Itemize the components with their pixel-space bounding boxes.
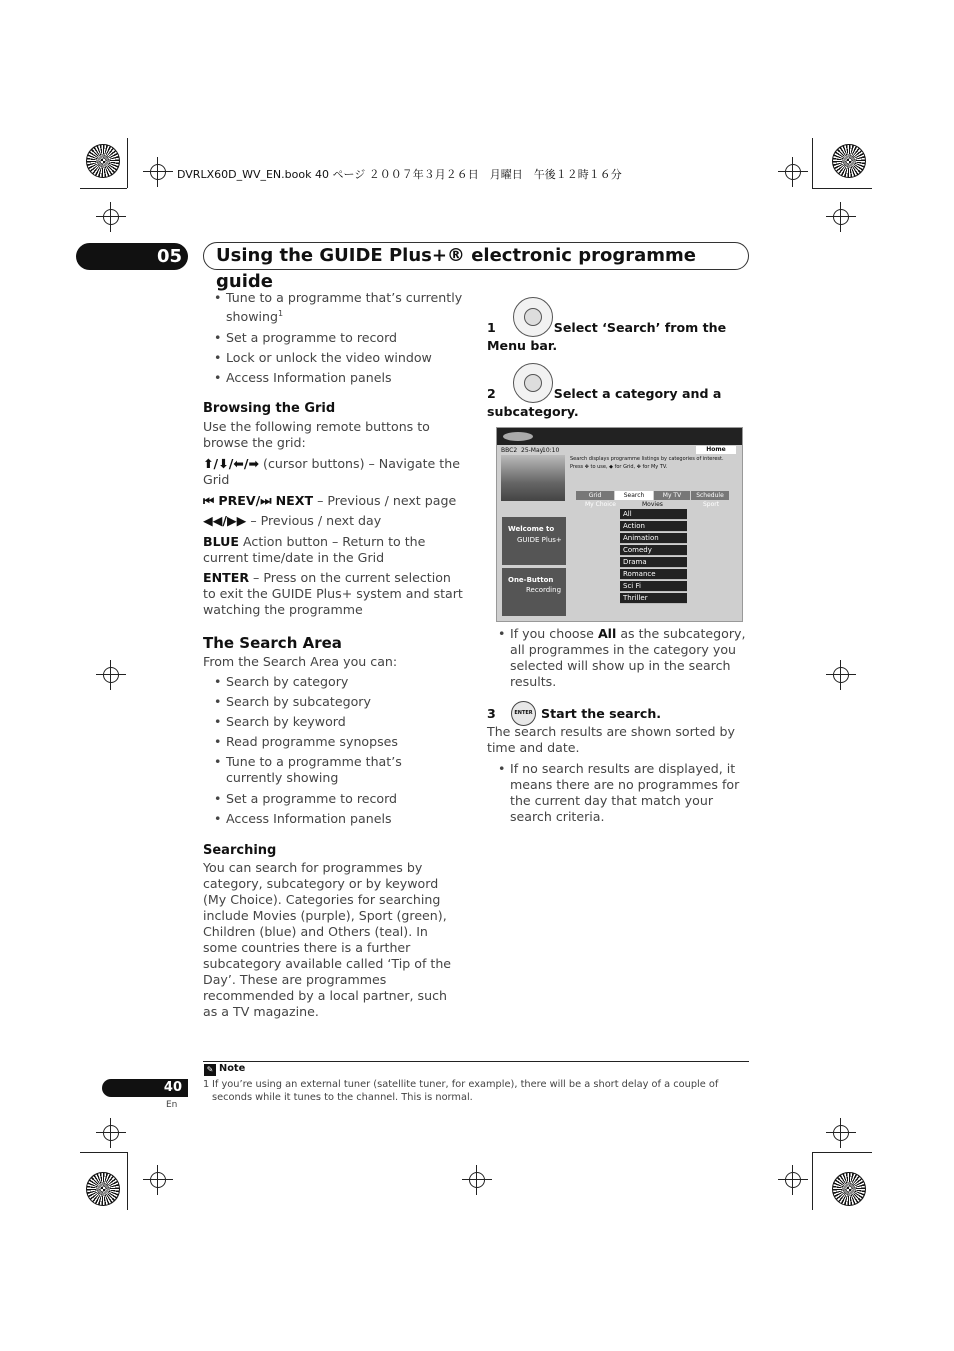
crop-line (80, 1152, 127, 1153)
registration-mark (96, 1118, 126, 1148)
screen-top-bar (497, 428, 742, 445)
crop-line (80, 188, 127, 189)
list-item: • Search by keyword (226, 714, 466, 730)
video-window (501, 455, 565, 501)
screen-tab-mytv: My TV (654, 491, 690, 500)
screen-sub-left: My Choice (585, 501, 616, 508)
registration-mark (826, 1118, 856, 1148)
page-language: En (166, 1100, 178, 1110)
list-item: • Access Information panels (226, 370, 466, 386)
search-area-heading: The Search Area (203, 634, 342, 652)
next-icon: ⏭ (260, 493, 272, 508)
screen-category-item: Sci Fi (620, 581, 687, 592)
registration-mark (96, 660, 126, 690)
list-item: • Lock or unlock the video window (226, 350, 466, 366)
registration-mark (778, 1165, 808, 1195)
step-3: 3 (487, 706, 496, 721)
search-area-intro: From the Search Area you can: (203, 654, 398, 669)
list-item: • If you choose All as the subcategory, all programmes in the category you selected will show up in the search results. (510, 626, 748, 690)
guide-plus-logo (503, 432, 533, 441)
chapter-number-badge: 05 (76, 243, 188, 270)
note-icon: ✎ (204, 1064, 216, 1076)
browsing-heading: Browsing the Grid (203, 401, 336, 416)
step-1: 1 Select ‘Search’ from the Menu bar. (487, 320, 727, 353)
screen-panel-welcome: Welcome to GUIDE Plus+ (502, 517, 566, 565)
crop-line (812, 138, 813, 188)
prev-icon: ⏮ (203, 493, 215, 508)
screen-category-item: Comedy (620, 545, 687, 556)
crop-target-bottom-right (832, 1172, 866, 1206)
registration-mark (462, 1165, 492, 1195)
step-3-body: The search results are shown sorted by time and date. (487, 724, 735, 755)
step-2: 2 Select a category and a subcategory. (487, 386, 722, 419)
cursor-arrows-icon: ⬆/⬇/⬅/➡ (203, 456, 260, 471)
searching-heading: Searching (203, 843, 277, 858)
screen-category-item: Thriller (620, 593, 687, 604)
crop-line (127, 138, 128, 188)
crop-line (127, 1152, 128, 1210)
screen-tab-grid: Grid (576, 491, 614, 500)
crop-line (812, 1152, 813, 1210)
enter-button-line: ENTER – Press on the current selection to exit the GUIDE Plus+ system and start watching the programme (203, 570, 463, 617)
day-line: ◀◀/▶▶ – Previous / next day (203, 513, 382, 528)
screen-category-item: Drama (620, 557, 687, 568)
list-item: • If no search results are displayed, it means there are no programmes for the current day that match your search criteria. (510, 761, 748, 825)
screen-date: 25-May (521, 447, 544, 454)
screen-description-1: Search displays programme listings by categories of interest. (570, 456, 724, 462)
screen-sub-mid: Movies (642, 501, 663, 508)
crop-line (812, 1152, 872, 1153)
cursor-buttons-line: ⬆/⬇/⬅/➡ (cursor buttons) – Navigate the Grid (203, 456, 460, 487)
list-item: • Set a programme to record (226, 330, 466, 346)
rewind-forward-icon: ◀◀/▶▶ (203, 513, 247, 528)
screen-channel: BBC2 (501, 447, 518, 454)
prev-next-line: ⏮ PREV/⏭ NEXT – Previous / next page (203, 493, 457, 508)
guide-plus-screen (496, 427, 743, 622)
screen-category-item: All (620, 509, 687, 520)
screen-category-item: Romance (620, 569, 687, 580)
screen-sub-right: Sport (703, 501, 720, 508)
browsing-intro: Use the following remote buttons to browse the grid: (203, 419, 430, 450)
chapter-title: Using the GUIDE Plus+® electronic programme guide (203, 242, 749, 270)
blue-button-line: BLUE Action button – Return to the current time/date in the Grid (203, 534, 426, 565)
registration-mark (96, 202, 126, 232)
footnote: 1 If you’re using an external tuner (satellite tuner, for example), there will be a short delay of a couple of seconds while it tunes to the channel. This is normal. (203, 1079, 719, 1103)
list-item: • Set a programme to record (226, 791, 466, 807)
searching-body: You can search for programmes by category, subcategory or by keyword (My Choice). Categories for searching include Movies (purple), Sport (green), Children (blue) and Others (teal). In some countries there is a further subcategory available called ‘Tip of the Day’. These are programmes recommended by a local partner, such as a TV magazine. (203, 860, 452, 1019)
note-divider (203, 1061, 749, 1062)
page-number-badge: 40 (102, 1079, 188, 1097)
list-item: • Access Information panels (226, 811, 466, 827)
print-header: DVRLX60D_WV_EN.book 40 ページ ２００７年３月２６日 月曜日 午後１２時１６分 (177, 168, 622, 181)
list-item: • Search by subcategory (226, 694, 466, 710)
registration-mark (143, 1165, 173, 1195)
registration-mark (826, 660, 856, 690)
screen-home-tab: Home (696, 446, 736, 454)
list-item: • Tune to a programme that’s currently showing$^1$ (226, 290, 466, 325)
note-label: Note (219, 1063, 246, 1074)
step-3-text: Start the search. (541, 706, 662, 721)
enter-button-icon: ENTER (511, 701, 536, 726)
screen-time: 10:10 (542, 447, 560, 454)
footnote-marker: 1 (278, 309, 284, 318)
registration-mark (778, 157, 808, 187)
list-item: • Search by category (226, 674, 466, 690)
list-item: • Read programme synopses (226, 734, 466, 750)
screen-description-2: Press ✥ to use, ◆ for Grid, ✥ for My TV. (570, 464, 668, 470)
crop-line (812, 188, 872, 189)
screen-tab-search: Search (615, 491, 653, 500)
screen-panel-recording: One-Button Recording (502, 568, 566, 616)
crop-target-top-left (86, 144, 120, 178)
screen-category-item: Animation (620, 533, 687, 544)
screen-category-item: Action (620, 521, 687, 532)
registration-mark (826, 202, 856, 232)
list-item: • Tune to a programme that’s currently showing (226, 754, 461, 786)
crop-target-top-right (832, 144, 866, 178)
crop-target-bottom-left (86, 1172, 120, 1206)
registration-mark (143, 157, 173, 187)
screen-tab-schedule: Schedule (691, 491, 729, 500)
